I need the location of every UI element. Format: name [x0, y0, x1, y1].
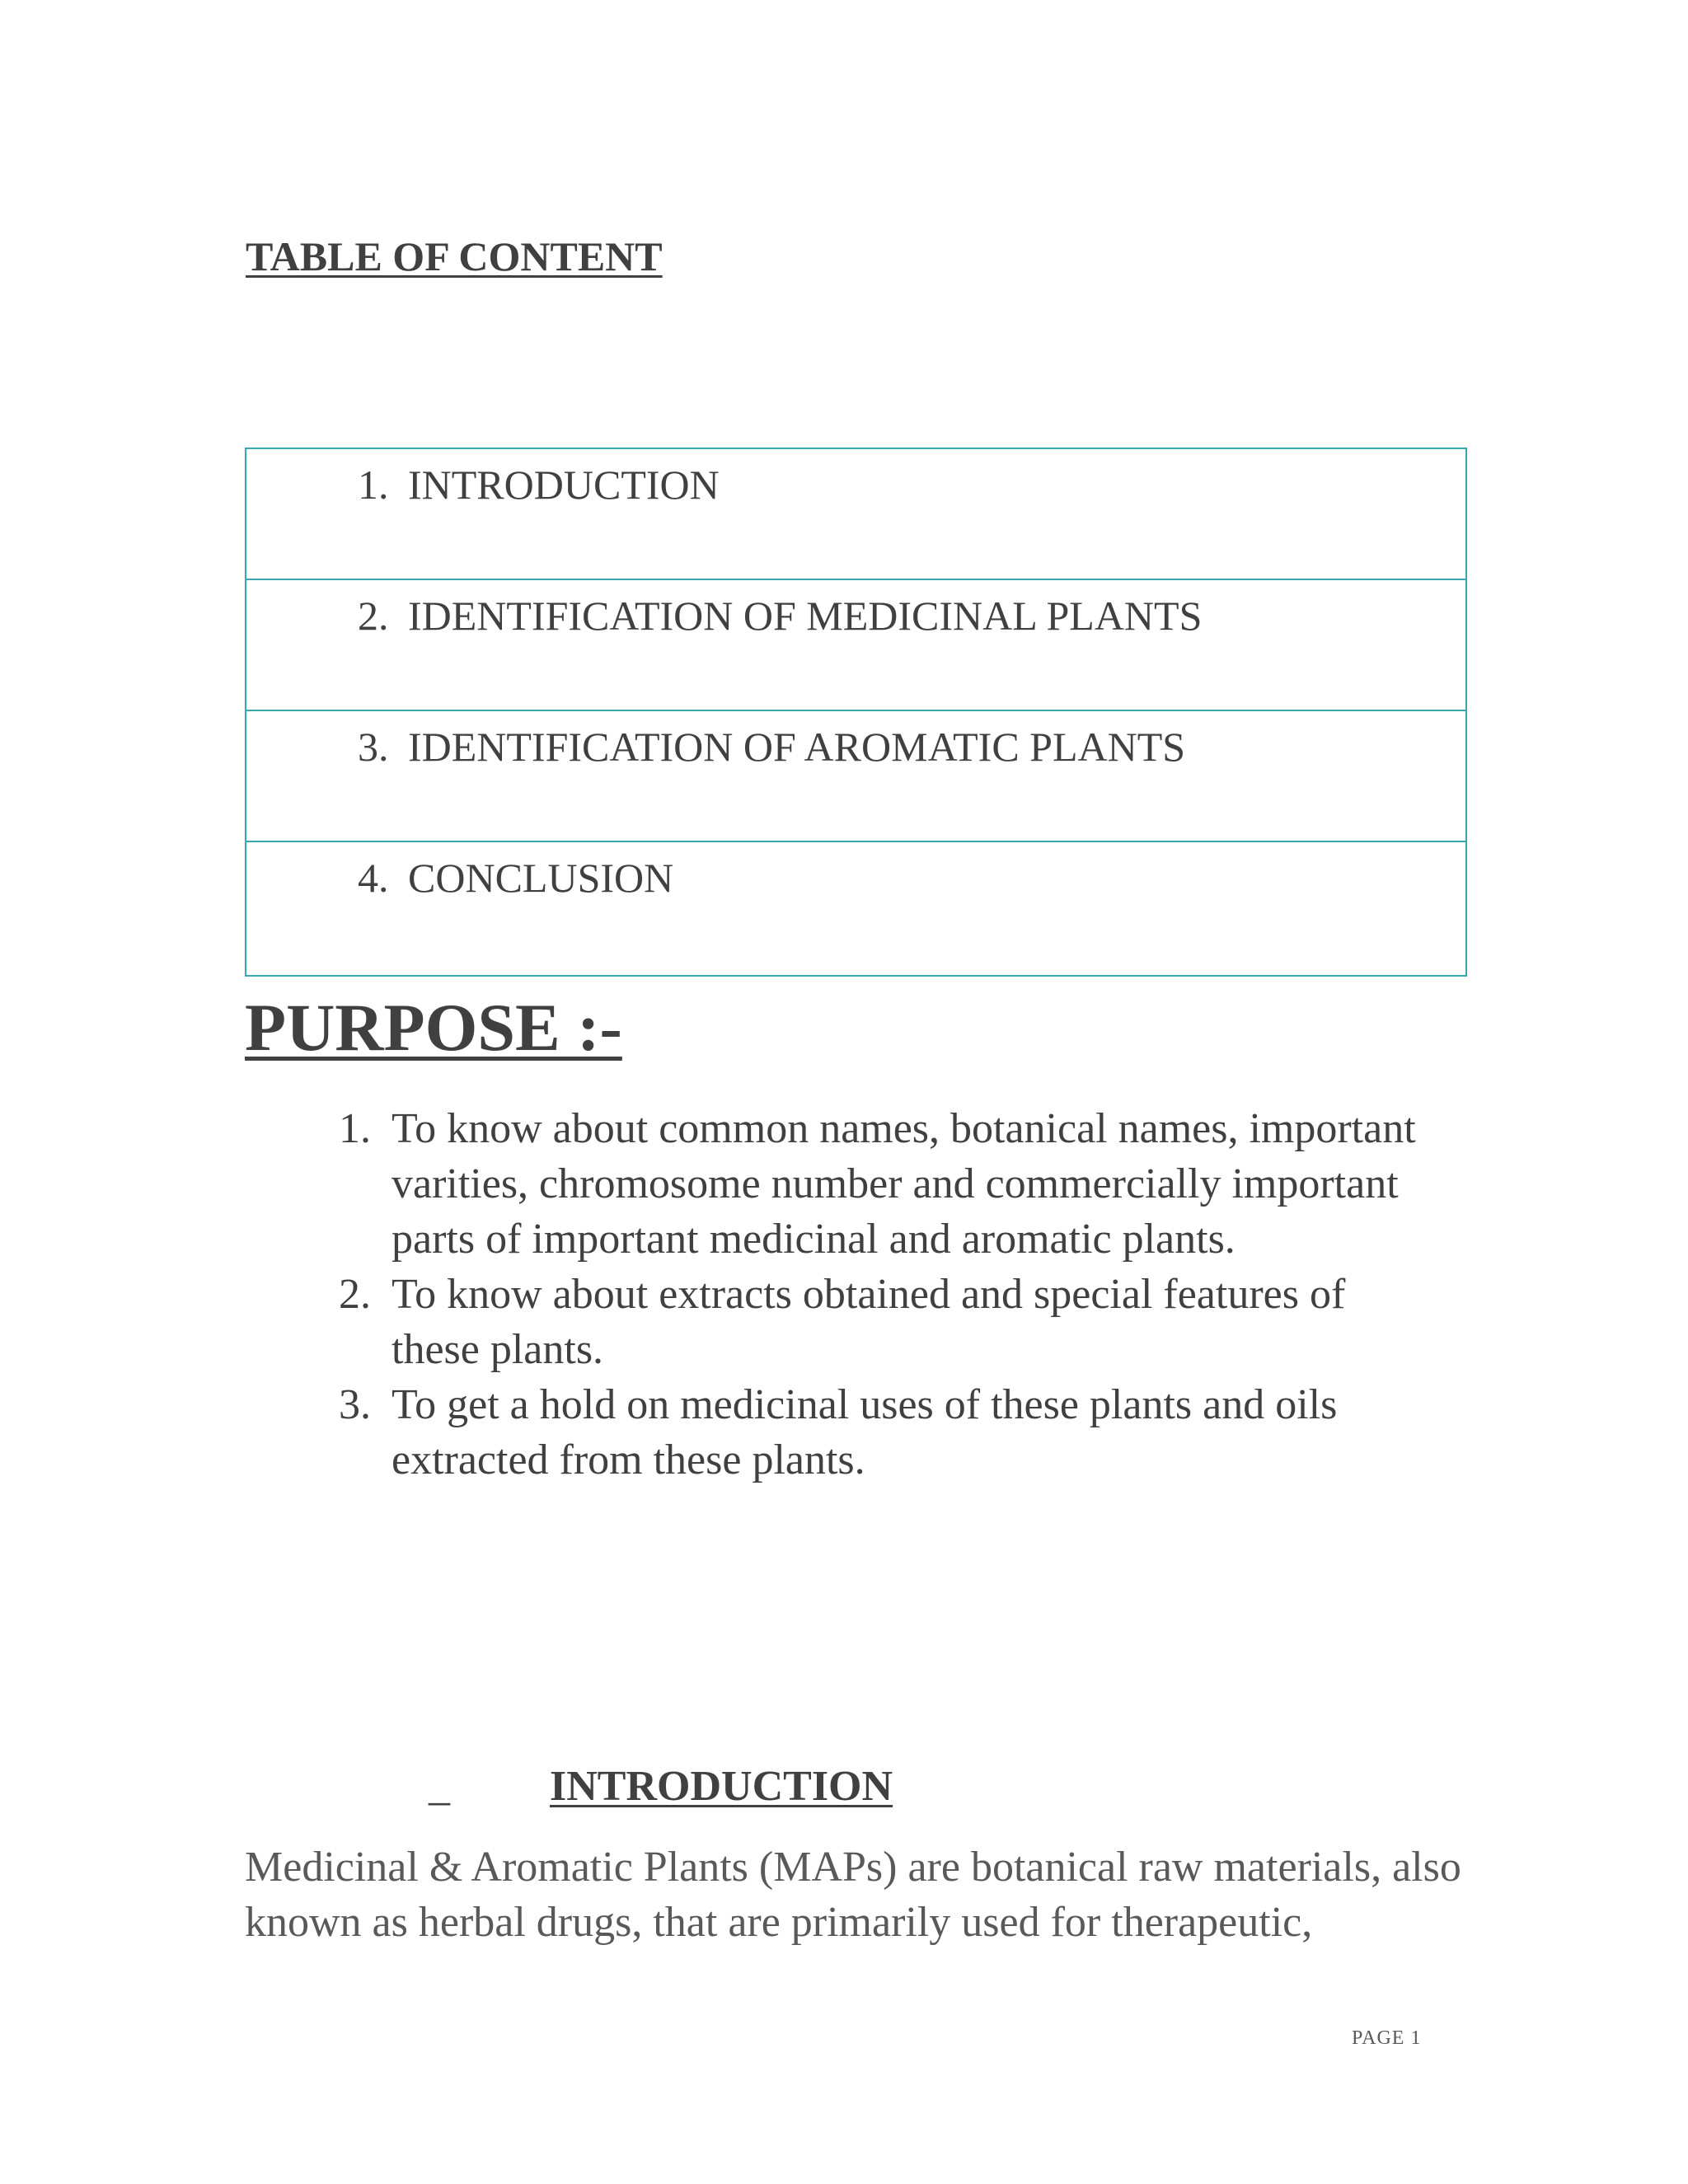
toc-row [246, 842, 1465, 975]
toc-item-number: 1. [358, 462, 389, 508]
list-item [245, 1377, 1465, 1488]
toc-item-label: IDENTIFICATION OF MEDICINAL PLANTS [408, 593, 1203, 639]
list-item-text: To know about common names, botanical names, important varities, chromosome number and commercially important parts of important medicinal and aromatic plants. [392, 1105, 1416, 1263]
list-item-number: 1. [339, 1105, 371, 1152]
toc-item-number: 3. [358, 724, 389, 770]
list-item-text: To know about extracts obtained and special features of these plants. [392, 1271, 1346, 1373]
purpose-list [245, 1101, 1465, 1488]
toc-item-number: 2. [358, 593, 389, 639]
page-number: PAGE 1 [1352, 2027, 1422, 2049]
introduction-paragraph: Medicinal & Aromatic Plants (MAPs) are botanical raw materials, also known as herbal drugs, that are primarily used for therapeutic, [245, 1844, 1461, 1946]
toc-item-label: CONCLUSION [408, 855, 674, 901]
toc-heading: TABLE OF CONTENT [246, 233, 663, 279]
toc-row [246, 711, 1465, 842]
toc-item-number: 4. [358, 855, 389, 901]
toc-item-label: INTRODUCTION [408, 462, 720, 508]
list-item-number: 2. [339, 1271, 371, 1318]
list-item-text: To get a hold on medicinal uses of these plants and oils extracted from these plants. [392, 1381, 1338, 1483]
purpose-heading: PURPOSE :- [245, 990, 622, 1065]
toc-row [246, 449, 1465, 580]
intro-dash: _ [429, 1763, 450, 1810]
toc-table [245, 448, 1467, 977]
list-item [245, 1267, 1465, 1377]
introduction-heading: INTRODUCTION [550, 1763, 893, 1810]
toc-item-label: IDENTIFICATION OF AROMATIC PLANTS [408, 724, 1186, 770]
list-item-number: 3. [339, 1381, 371, 1428]
toc-row [246, 580, 1465, 711]
list-item [245, 1101, 1465, 1267]
